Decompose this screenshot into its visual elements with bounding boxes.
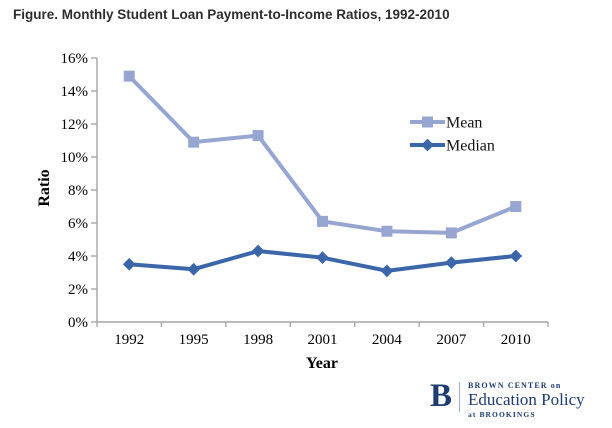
logo-sub-line: at BROOKINGS (468, 410, 536, 419)
legend-mean-marker (422, 117, 433, 128)
y-tick-label: 2% (68, 282, 88, 298)
data-point-mean (381, 226, 392, 237)
y-tick-label: 6% (68, 216, 88, 232)
data-point-median (252, 245, 265, 258)
legend-label-mean: Mean (446, 114, 483, 132)
data-point-mean (188, 137, 199, 148)
y-axis-title: Ratio (36, 169, 53, 207)
x-axis-title: Year (306, 355, 338, 372)
data-point-mean (253, 130, 264, 141)
legend (410, 115, 495, 155)
y-tick-label: 16% (60, 51, 88, 67)
logo-divider (459, 382, 460, 412)
data-point-median (316, 251, 329, 264)
data-point-median (123, 258, 136, 271)
x-tick-label: 1995 (178, 332, 209, 348)
data-point-mean (124, 71, 135, 82)
data-point-mean (510, 201, 521, 212)
x-tick-label: 2007 (436, 332, 467, 348)
brookings-logo (430, 379, 585, 419)
series-group (123, 71, 522, 278)
figure-title: Figure. Monthly Student Loan Payment-to-Income Ratios, 1992-2010 (13, 7, 450, 22)
x-tick-label: 2004 (371, 332, 402, 348)
legend-median-marker (421, 139, 434, 152)
data-point-mean (317, 216, 328, 227)
x-tick-label: 2001 (307, 332, 338, 348)
logo-org-line: BROWN CENTER on (468, 381, 562, 390)
logo-name: Education Policy (468, 390, 585, 409)
data-point-median (445, 256, 458, 269)
y-tick-label: 4% (68, 249, 88, 265)
logo-text-block (468, 379, 585, 419)
y-tick-label: 0% (68, 315, 88, 331)
data-point-median (187, 263, 200, 276)
y-tick-label: 8% (68, 183, 88, 199)
data-point-median (381, 264, 394, 277)
y-tick-label: 10% (60, 150, 88, 166)
series-line-mean (129, 76, 516, 233)
y-tick-label: 12% (60, 117, 88, 133)
legend-label-median: Median (446, 137, 495, 155)
data-point-mean (446, 227, 457, 238)
x-tick-label: 2010 (500, 332, 531, 348)
x-tick-label: 1992 (114, 332, 145, 348)
y-tick-label: 14% (60, 84, 88, 100)
x-tick-label: 1998 (243, 332, 274, 348)
brookings-b-mark: B (430, 378, 453, 414)
data-point-median (509, 250, 522, 263)
axis-lines (97, 58, 548, 322)
